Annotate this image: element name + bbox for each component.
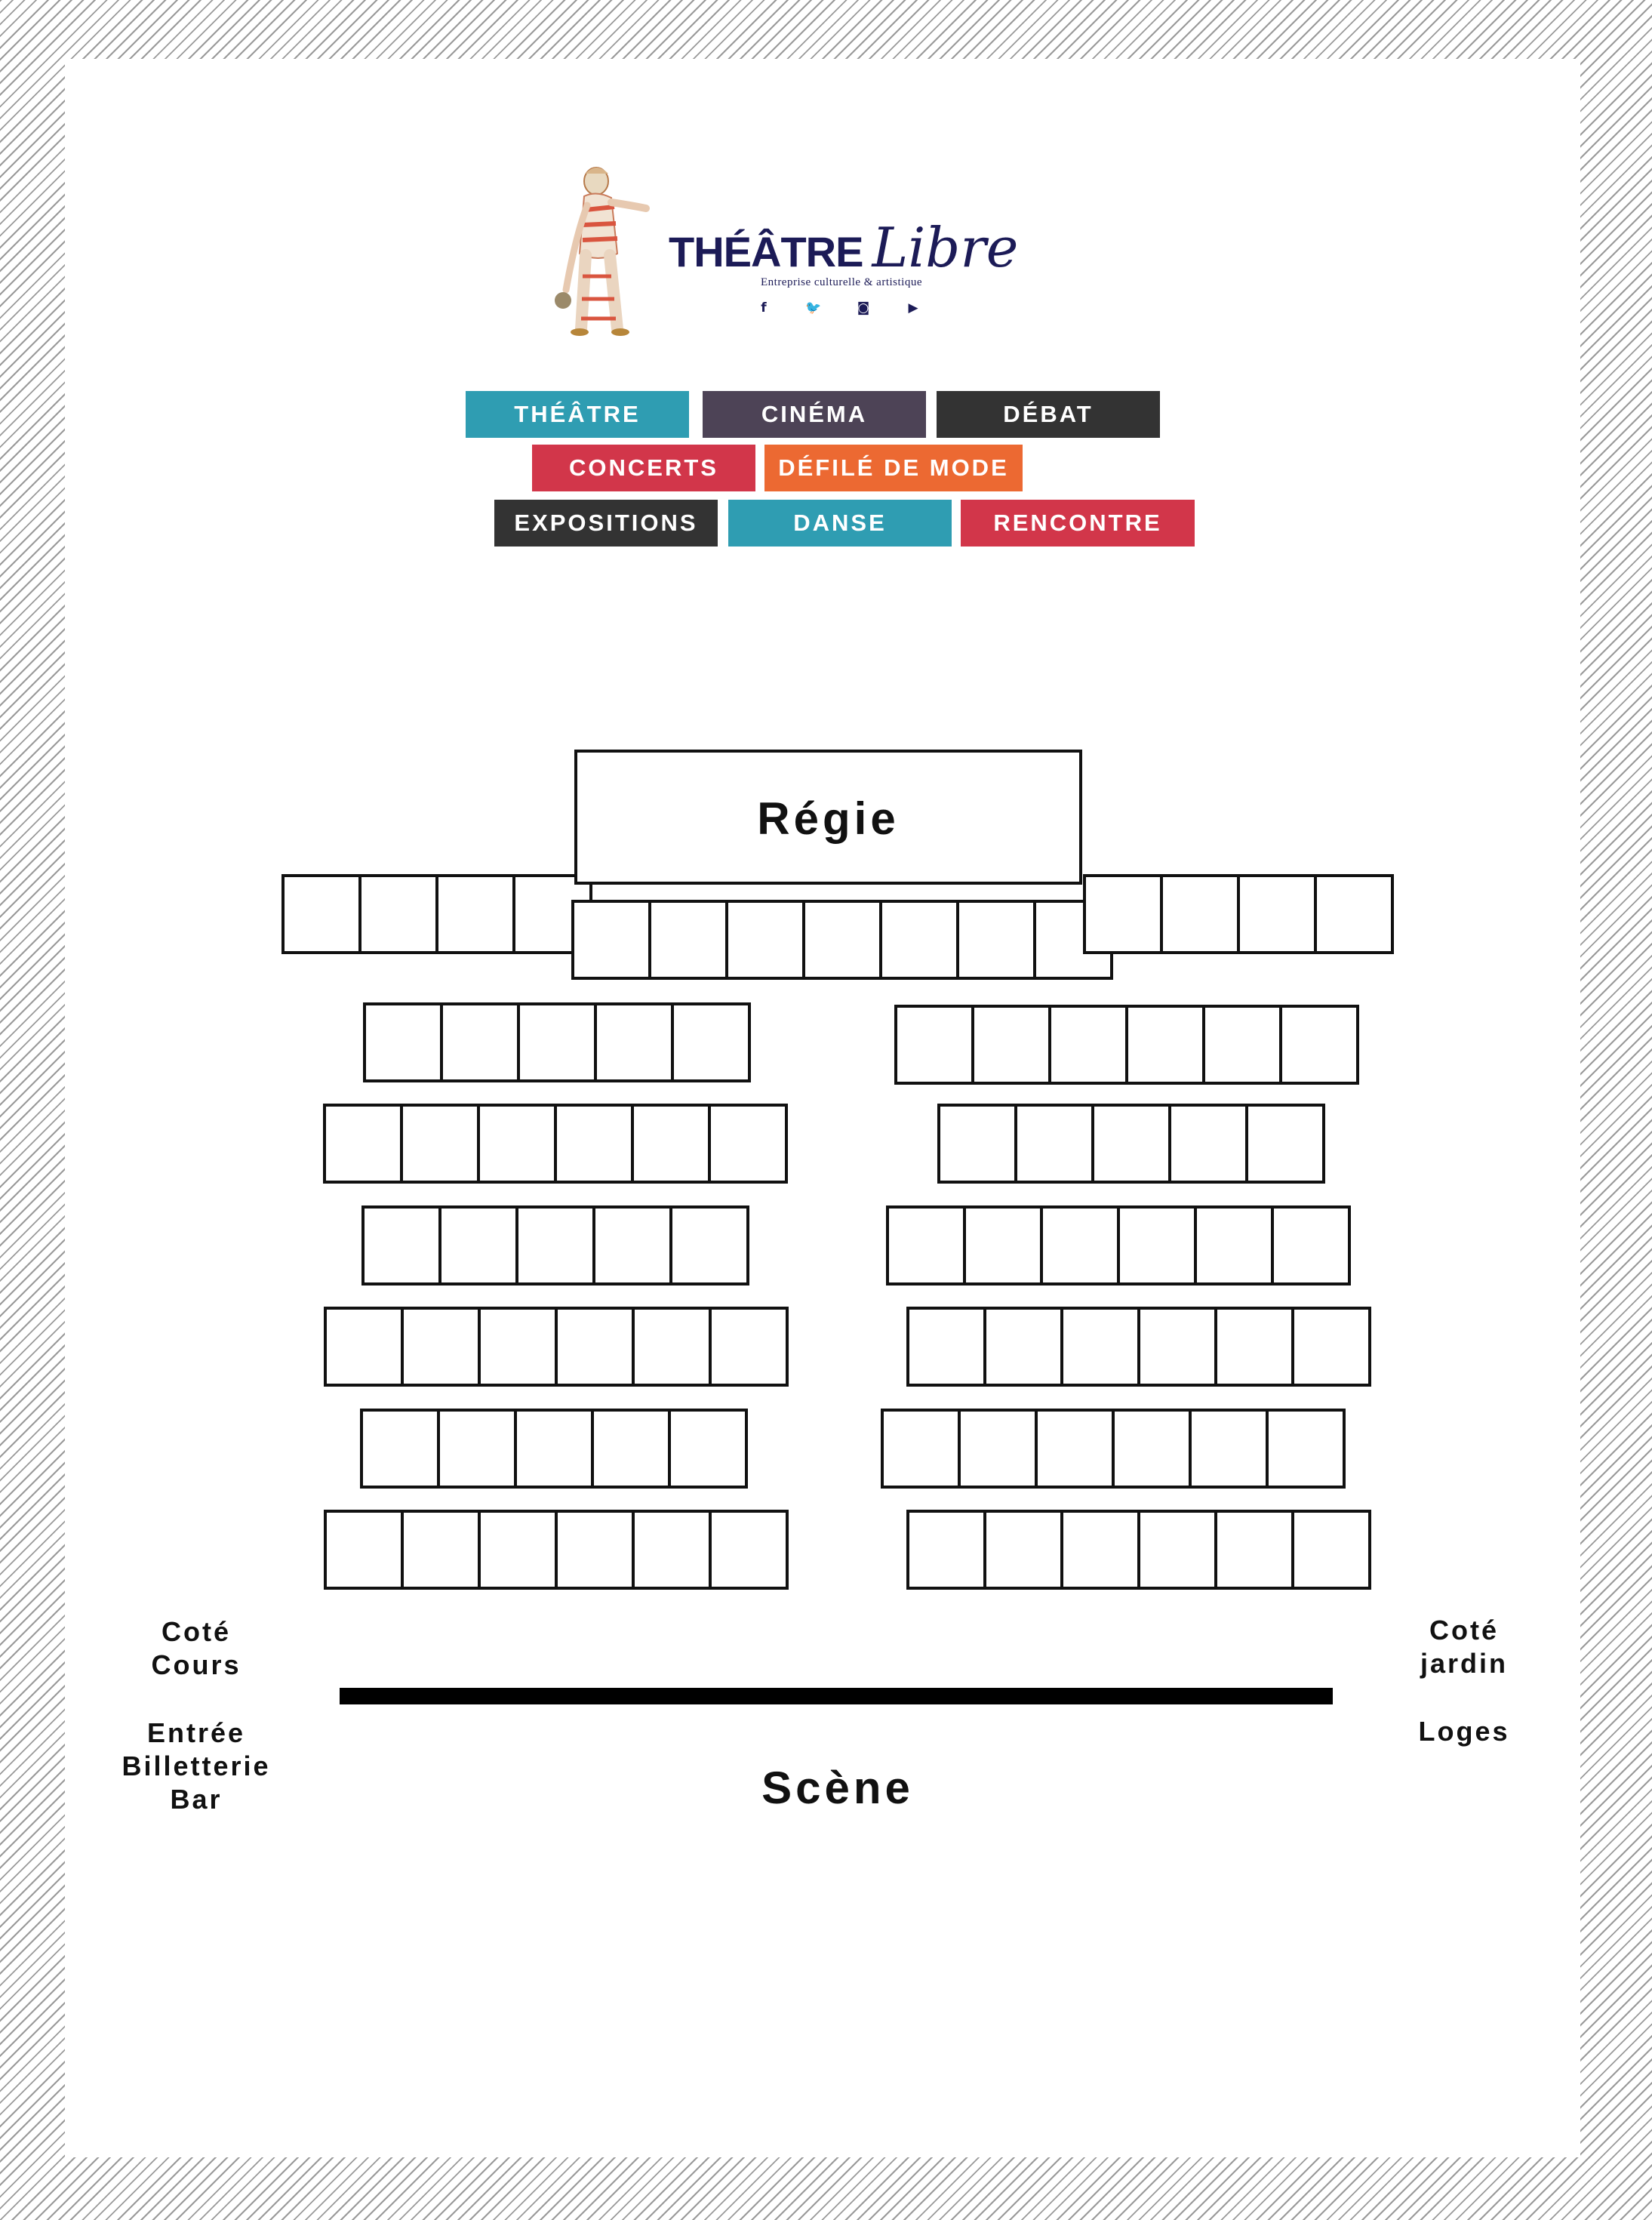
- entree-line-2: Billetterie: [122, 1750, 271, 1781]
- seat[interactable]: [1202, 1005, 1282, 1085]
- stage-label: Scène: [761, 1763, 914, 1813]
- category-expositions[interactable]: EXPOSITIONS: [494, 500, 718, 547]
- seat[interactable]: [324, 1307, 404, 1387]
- seat[interactable]: [1291, 1307, 1371, 1387]
- seat-row: [894, 1005, 1359, 1085]
- seat[interactable]: [571, 900, 651, 980]
- seat[interactable]: [438, 1205, 518, 1286]
- seat[interactable]: [906, 1510, 986, 1590]
- seat-row: [323, 1104, 788, 1184]
- seat-row: [361, 1205, 749, 1286]
- category-rencontre[interactable]: RENCONTRE: [961, 500, 1195, 547]
- stage-edge: [340, 1688, 1333, 1704]
- seat[interactable]: [1060, 1510, 1140, 1590]
- seat[interactable]: [1194, 1205, 1274, 1286]
- seat[interactable]: [894, 1005, 974, 1085]
- seat[interactable]: [281, 874, 361, 954]
- seat[interactable]: [435, 874, 515, 954]
- seat[interactable]: [709, 1307, 789, 1387]
- seat[interactable]: [709, 1510, 789, 1590]
- seat[interactable]: [401, 1307, 481, 1387]
- seat[interactable]: [514, 1409, 594, 1489]
- seat[interactable]: [668, 1409, 748, 1489]
- seat[interactable]: [669, 1205, 749, 1286]
- cote-cours-label: [121, 1615, 272, 1682]
- entree-line-3: Bar: [170, 1784, 223, 1815]
- seat[interactable]: [594, 1002, 674, 1082]
- regie-booth: [574, 750, 1082, 885]
- category-defile-de-mode[interactable]: DÉFILÉ DE MODE: [764, 445, 1023, 491]
- seat[interactable]: [1137, 1510, 1217, 1590]
- seat[interactable]: [958, 1409, 1038, 1489]
- seat[interactable]: [401, 1510, 481, 1590]
- cote-jardin-line-2: jardin: [1420, 1648, 1508, 1679]
- seat[interactable]: [956, 900, 1036, 980]
- seat[interactable]: [1035, 1409, 1115, 1489]
- category-cinema[interactable]: CINÉMA: [703, 391, 926, 438]
- seat[interactable]: [1214, 1510, 1294, 1590]
- seat[interactable]: [478, 1307, 558, 1387]
- seat[interactable]: [1237, 874, 1317, 954]
- seat[interactable]: [400, 1104, 480, 1184]
- seat-row: [886, 1205, 1351, 1286]
- seat[interactable]: [554, 1104, 634, 1184]
- seat[interactable]: [1245, 1104, 1325, 1184]
- brand-title: [669, 216, 1019, 279]
- seat[interactable]: [1314, 874, 1394, 954]
- seat[interactable]: [1189, 1409, 1269, 1489]
- loges-label: Loges: [1418, 1716, 1510, 1747]
- seat[interactable]: [358, 874, 438, 954]
- seat[interactable]: [1279, 1005, 1359, 1085]
- seat[interactable]: [440, 1002, 520, 1082]
- harlequin-logo-figure: [542, 163, 655, 338]
- brand-main-text: THÉÂTRE: [669, 228, 863, 276]
- seat[interactable]: [1271, 1205, 1351, 1286]
- seat[interactable]: [363, 1002, 443, 1082]
- seat[interactable]: [1117, 1205, 1197, 1286]
- seat[interactable]: [1091, 1104, 1171, 1184]
- seat[interactable]: [632, 1510, 712, 1590]
- seat[interactable]: [963, 1205, 1043, 1286]
- seat[interactable]: [591, 1409, 671, 1489]
- seat[interactable]: [881, 1409, 961, 1489]
- seat[interactable]: [324, 1510, 404, 1590]
- seat-row: [360, 1409, 748, 1489]
- seat[interactable]: [1048, 1005, 1128, 1085]
- category-theatre[interactable]: THÉÂTRE: [466, 391, 689, 438]
- seat[interactable]: [802, 900, 882, 980]
- seat[interactable]: [555, 1510, 635, 1590]
- entree-label: [98, 1717, 294, 1816]
- seat-row: [1083, 874, 1394, 954]
- seat[interactable]: [631, 1104, 711, 1184]
- seat-row: [881, 1409, 1346, 1489]
- entree-line-1: Entrée: [146, 1717, 246, 1748]
- seat[interactable]: [937, 1104, 1017, 1184]
- seat-row: [937, 1104, 1325, 1184]
- seat[interactable]: [1040, 1205, 1120, 1286]
- seat[interactable]: [515, 1205, 595, 1286]
- instagram-icon[interactable]: ◙: [857, 300, 870, 316]
- cote-jardin-label: [1389, 1614, 1540, 1680]
- seat[interactable]: [555, 1307, 635, 1387]
- seat[interactable]: [477, 1104, 557, 1184]
- seat[interactable]: [517, 1002, 597, 1082]
- seat[interactable]: [1112, 1409, 1192, 1489]
- seat[interactable]: [1266, 1409, 1346, 1489]
- seat[interactable]: [323, 1104, 403, 1184]
- brand-script-text: Libre: [872, 216, 1019, 279]
- twitter-icon[interactable]: 🐦: [805, 300, 822, 316]
- seat-row: [281, 874, 592, 954]
- cote-jardin-line-1: Coté: [1429, 1615, 1499, 1646]
- seat[interactable]: [360, 1409, 440, 1489]
- seat[interactable]: [648, 900, 728, 980]
- seat[interactable]: [971, 1005, 1051, 1085]
- category-debat[interactable]: DÉBAT: [937, 391, 1160, 438]
- seat[interactable]: [1060, 1307, 1140, 1387]
- seat[interactable]: [725, 900, 805, 980]
- seat[interactable]: [1014, 1104, 1094, 1184]
- social-links: [756, 300, 921, 316]
- seat[interactable]: [361, 1205, 441, 1286]
- cote-cours-line-2: Cours: [151, 1649, 241, 1680]
- seat[interactable]: [478, 1510, 558, 1590]
- seat[interactable]: [1137, 1307, 1217, 1387]
- seat-row: [324, 1510, 789, 1590]
- seat[interactable]: [886, 1205, 966, 1286]
- seat[interactable]: [708, 1104, 788, 1184]
- seat-row: [363, 1002, 751, 1082]
- seat[interactable]: [906, 1307, 986, 1387]
- seat[interactable]: [1160, 874, 1240, 954]
- seat[interactable]: [1214, 1307, 1294, 1387]
- regie-label: Régie: [757, 793, 900, 844]
- seat-row: [324, 1307, 789, 1387]
- seat[interactable]: [1125, 1005, 1205, 1085]
- page-sheet: [65, 59, 1580, 2157]
- seat[interactable]: [1083, 874, 1163, 954]
- seat-row: [571, 900, 1113, 980]
- seat[interactable]: [983, 1307, 1063, 1387]
- category-concerts[interactable]: CONCERTS: [532, 445, 755, 491]
- seat[interactable]: [671, 1002, 751, 1082]
- seat-row: [906, 1510, 1371, 1590]
- seat[interactable]: [592, 1205, 672, 1286]
- seat[interactable]: [632, 1307, 712, 1387]
- seat[interactable]: [1168, 1104, 1248, 1184]
- cote-cours-line-1: Coté: [162, 1616, 231, 1647]
- tagline: Entreprise culturelle & artistique: [760, 276, 922, 288]
- seat[interactable]: [879, 900, 959, 980]
- seat[interactable]: [1291, 1510, 1371, 1590]
- category-danse[interactable]: DANSE: [728, 500, 952, 547]
- seat[interactable]: [983, 1510, 1063, 1590]
- youtube-icon[interactable]: ▶: [908, 300, 918, 316]
- facebook-icon[interactable]: f: [761, 300, 767, 316]
- seat[interactable]: [437, 1409, 517, 1489]
- seat-row: [906, 1307, 1371, 1387]
